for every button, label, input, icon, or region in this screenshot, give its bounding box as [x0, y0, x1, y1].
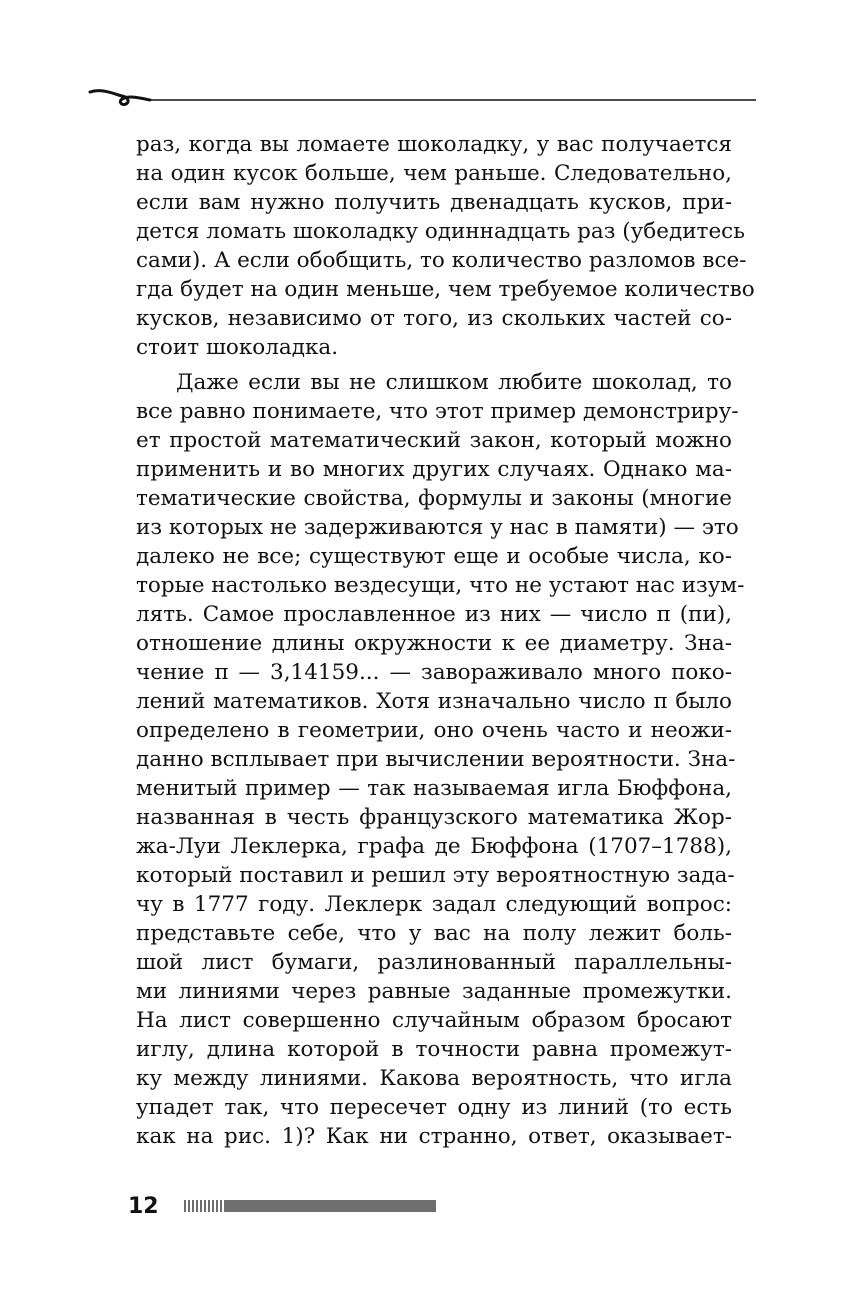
bar-stripe: [188, 1200, 190, 1212]
header-ornament: [88, 82, 756, 112]
text-line: сами). А если обобщить, то количество разломов все-: [136, 248, 747, 273]
text-line: данно всплывает при вычислении вероятности. Зна-: [136, 747, 736, 772]
bar-solid: [224, 1200, 436, 1212]
text-line: если вам нужно получить двенадцать кусков, при-: [136, 190, 732, 215]
bar-stripe: [184, 1200, 186, 1212]
text-line: иглу, длина которой в точности равна промежут-: [136, 1037, 732, 1062]
text-line: жа-Луи Леклерка, графа де Бюффона (1707–1788),: [136, 834, 732, 859]
paragraph-1: [136, 130, 755, 362]
text-line: На лист совершенно случайным образом бросают: [136, 1008, 732, 1033]
text-line: определено в геометрии, оно очень часто и неожи-: [136, 718, 732, 743]
text-line: ми линиями через равные заданные промежутки.: [136, 979, 732, 1004]
text-line: как на рис. 1)? Как ни странно, ответ, оказывает-: [136, 1124, 732, 1149]
text-line: представьте себе, что у вас на полу лежит боль-: [136, 921, 732, 946]
text-line: лений математиков. Хотя изначально число π было: [136, 689, 732, 714]
bar-stripe: [208, 1200, 210, 1212]
text-line: на один кусок больше, чем раньше. Следовательно,: [136, 161, 732, 186]
text-line: применить и во многих других случаях. Однако ма-: [136, 457, 732, 482]
bar-stripe: [212, 1200, 214, 1212]
bar-stripe: [192, 1200, 194, 1212]
text-line: который поставил и решил эту вероятностную зада-: [136, 863, 735, 888]
text-line: чение π — 3,14159... — завораживало много поко-: [136, 660, 732, 685]
text-line: ку между линиями. Какова вероятность, что игла: [136, 1066, 732, 1091]
bar-stripe: [196, 1200, 198, 1212]
text-line: из которых не задерживаются у нас в памяти) — это: [136, 515, 739, 540]
text-line: шой лист бумаги, разлинованный параллельны-: [136, 950, 732, 975]
text-line: кусков, независимо от того, из скольких частей со-: [136, 306, 732, 331]
text-line: раз, когда вы ломаете шоколадку, у вас получается: [136, 132, 732, 157]
text-line: дется ломать шоколадку одиннадцать раз (убедитесь: [136, 219, 745, 244]
bar-stripe: [216, 1200, 218, 1212]
text-line: стоит шоколадка.: [136, 335, 339, 360]
text-line: Даже если вы не слишком любите шоколад, то: [176, 370, 732, 395]
bar-stripe: [200, 1200, 202, 1212]
text-line: все равно понимаете, что этот пример демонстриру-: [136, 399, 739, 424]
text-line: гда будет на один меньше, чем требуемое количество: [136, 277, 755, 302]
text-line: менитый пример — так называемая игла Бюффона,: [136, 776, 732, 801]
text-line: тематические свойства, формулы и законы (многие: [136, 486, 732, 511]
text-line: чу в 1777 году. Леклерк задал следующий вопрос:: [136, 892, 732, 917]
header-flourish-icon: [90, 91, 150, 105]
bar-stripe: [204, 1200, 206, 1212]
footer-decorative-bar: [184, 1200, 436, 1212]
paragraph-2: [136, 368, 745, 1151]
page-number: 12: [128, 1193, 159, 1219]
body-text: [136, 130, 755, 1151]
page-footer: [128, 1192, 436, 1220]
text-line: лять. Самое прославленное из них — число π (пи),: [136, 602, 732, 627]
text-line: отношение длины окружности к ее диаметру. Зна-: [136, 631, 732, 656]
text-line: названная в честь французского математика Жор-: [136, 805, 732, 830]
text-line: торые настолько вездесущи, что не устают нас изум-: [136, 573, 745, 598]
bar-stripe: [220, 1200, 222, 1212]
text-line: далеко не все; существуют еще и особые числа, ко-: [136, 544, 732, 569]
text-line: упадет так, что пересечет одну из линий (то есть: [136, 1095, 732, 1120]
text-line: ет простой математический закон, который можно: [136, 428, 732, 453]
